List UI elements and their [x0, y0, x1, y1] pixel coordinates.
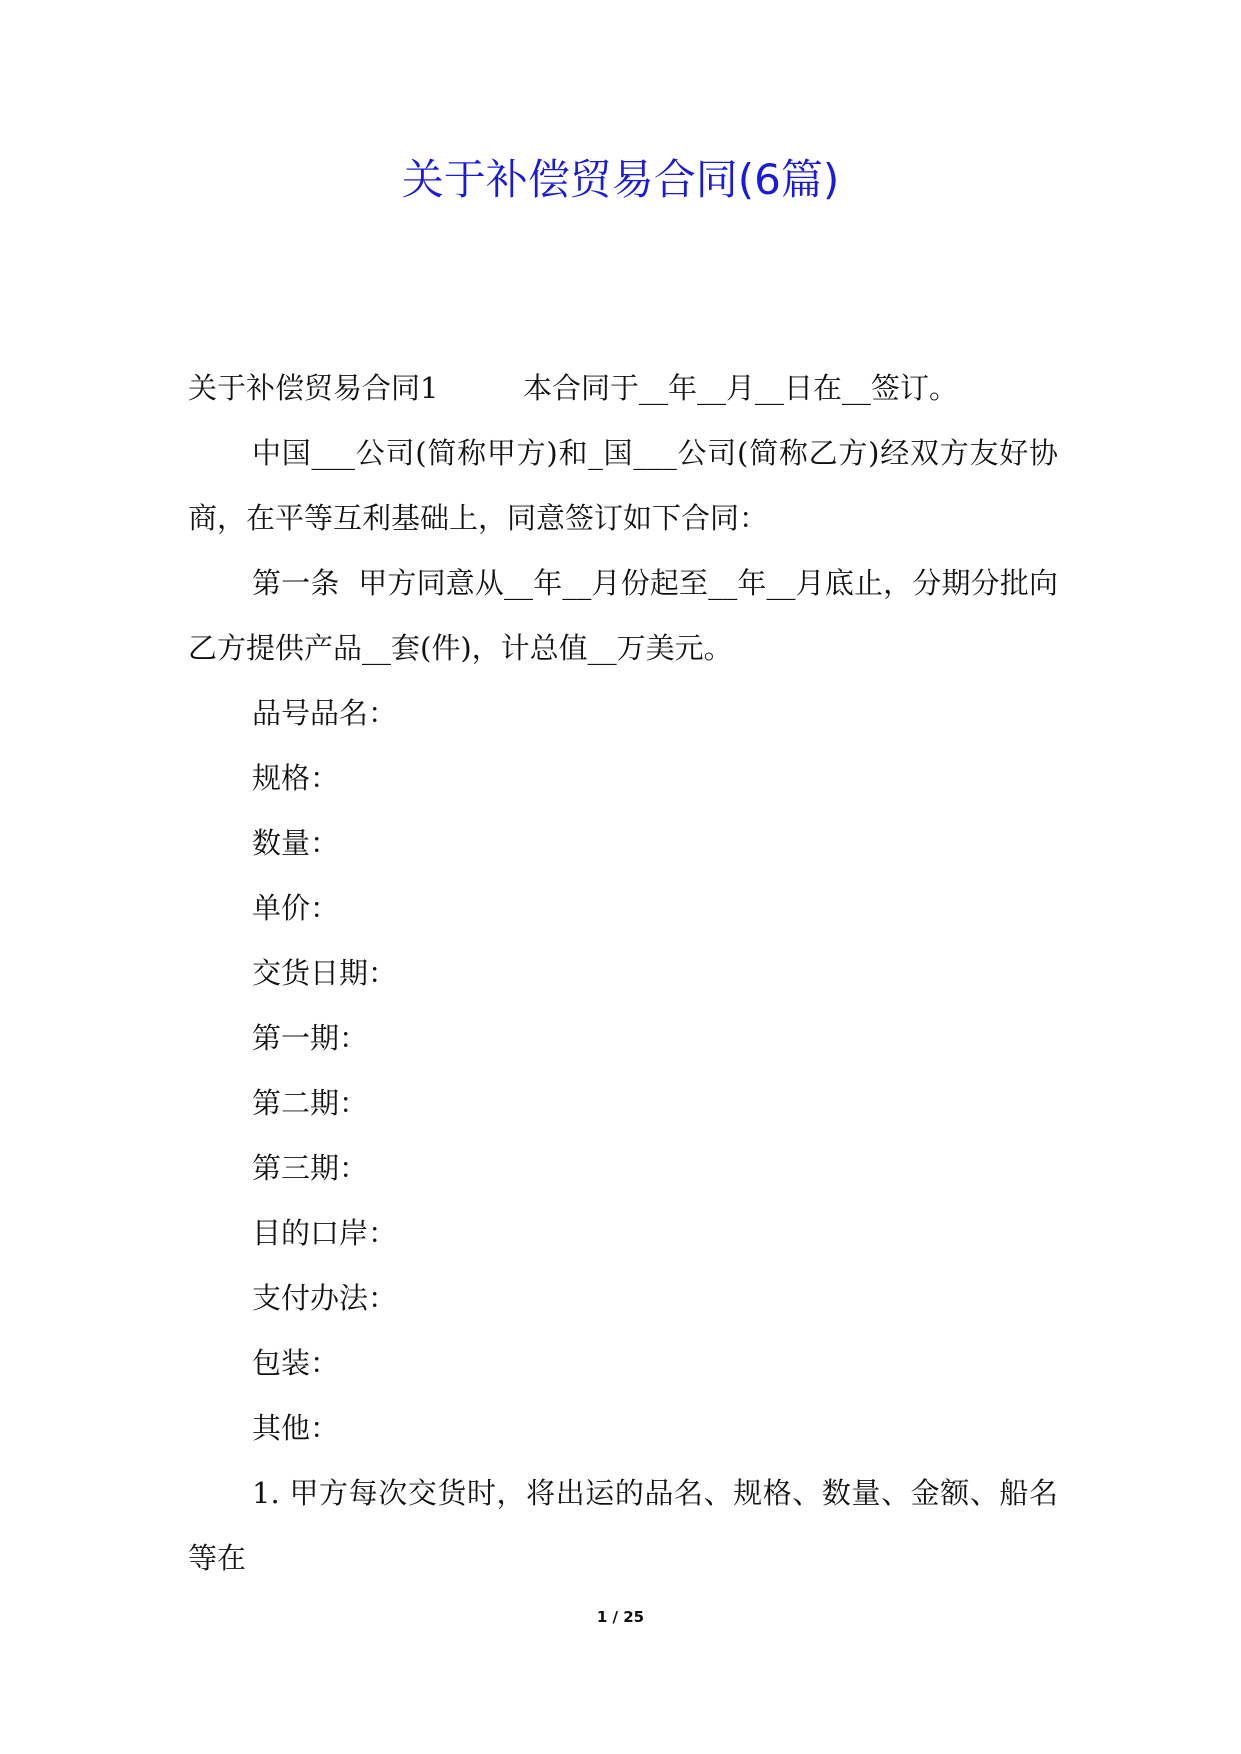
- paragraph: 单价：: [252, 891, 340, 925]
- paragraph: 目的口岸：: [252, 1216, 398, 1250]
- paragraph: 第二期：: [252, 1086, 369, 1120]
- paragraph: 数量：: [252, 826, 340, 860]
- paragraph: 包装：: [252, 1346, 340, 1380]
- paragraph: 规格：: [252, 761, 340, 795]
- paragraph: 交货日期：: [252, 956, 398, 990]
- document-title: 关于补偿贸易合同(6篇): [401, 155, 840, 204]
- paragraph: 第三期：: [252, 1151, 369, 1185]
- section-intro: 本合同于__年__月__日在__签订。: [523, 371, 959, 405]
- paragraph: 中国___公司(简称甲方)和_国___公司(简称乙方)经双方友好协商，在平等互利基础上，同意签订如下合同：: [188, 436, 1058, 535]
- paragraph: 其他：: [252, 1411, 340, 1445]
- paragraph: 品号品名：: [252, 696, 398, 730]
- page-number: 1 / 25: [596, 1608, 645, 1626]
- first-line: [188, 356, 1058, 421]
- document-body: [188, 356, 1058, 1591]
- paragraph: 第一条 甲方同意从__年__月份起至__年__月底止，分期分批向乙方提供产品__套(件)，计总值__万美元。: [188, 566, 1058, 665]
- paragraph: 第一期：: [252, 1021, 369, 1055]
- section-heading: 关于补偿贸易合同1: [188, 371, 439, 405]
- paragraph: 支付办法：: [252, 1281, 398, 1315]
- paragraph: 1. 甲方每次交货时，将出运的品名、规格、数量、金额、船名等在: [188, 1476, 1058, 1575]
